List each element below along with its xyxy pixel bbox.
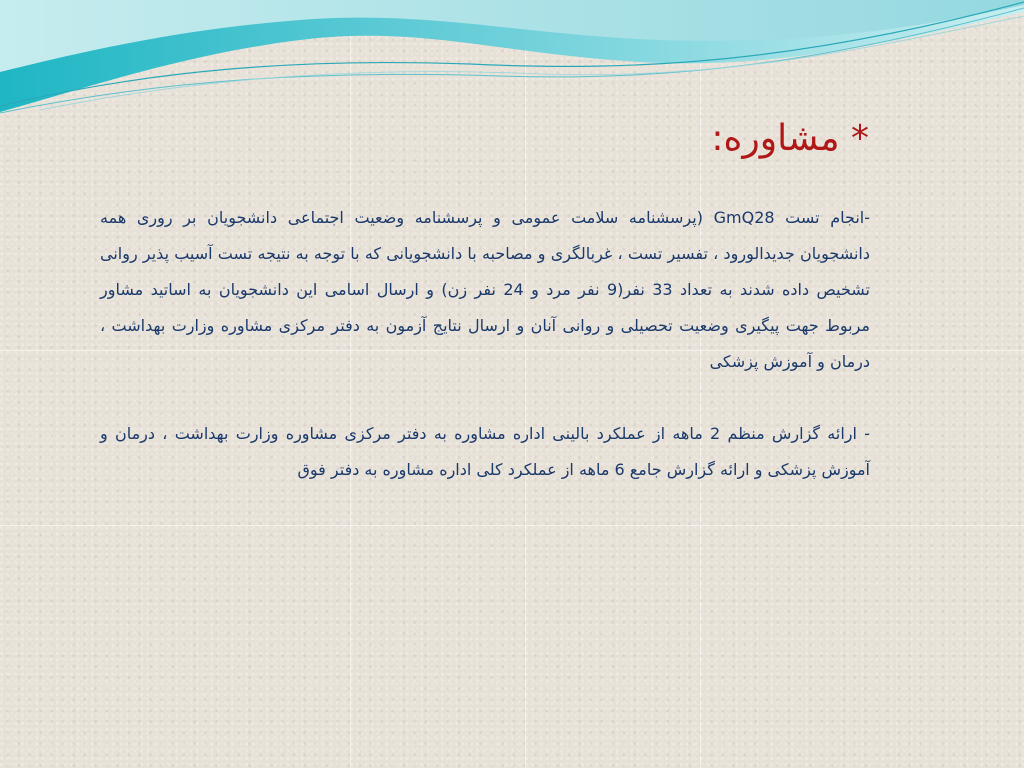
wave-decoration [0,0,1024,120]
slide-body [100,200,870,488]
paragraph-report: - ارائه گزارش منظم 2 ماهه از عملکرد بالینی اداره مشاوره به دفتر مرکزی مشاوره وزارت بهداشت ، درمان و آموزش پزشکی و ارائه گزارش جامع 6 ماهه از عملکرد کلی اداره مشاوره به دفتر فوق [100,424,870,479]
grid-line [0,525,1024,526]
paragraph-counseling-test: -انجام تست GmQ28 (پرسشنامه سلامت عمومی و پرسشنامه وضعیت اجتماعی دانشجویان بر روری همه دانشجویان جدیدالورود ، تفسیر تست ، غربالگری و مصاحبه با دانشجویانی که با توجه به نتیجه تست آسیب پذیر روانی تشخیص داده شدند به تعداد 33 نفر(9 نفر مرد و 24 نفر زن) و ارسال اسامی این دانشجویان به اساتید مشاور مربوط جهت پیگیری وضعیت تحصیلی و روانی آنان و ارسال نتایج آزمون به دفتر مرکزی مشاوره وزارت بهداشت ، درمان و آموزش پزشکی [100,208,871,371]
slide-title: * مشاوره: [711,118,869,159]
